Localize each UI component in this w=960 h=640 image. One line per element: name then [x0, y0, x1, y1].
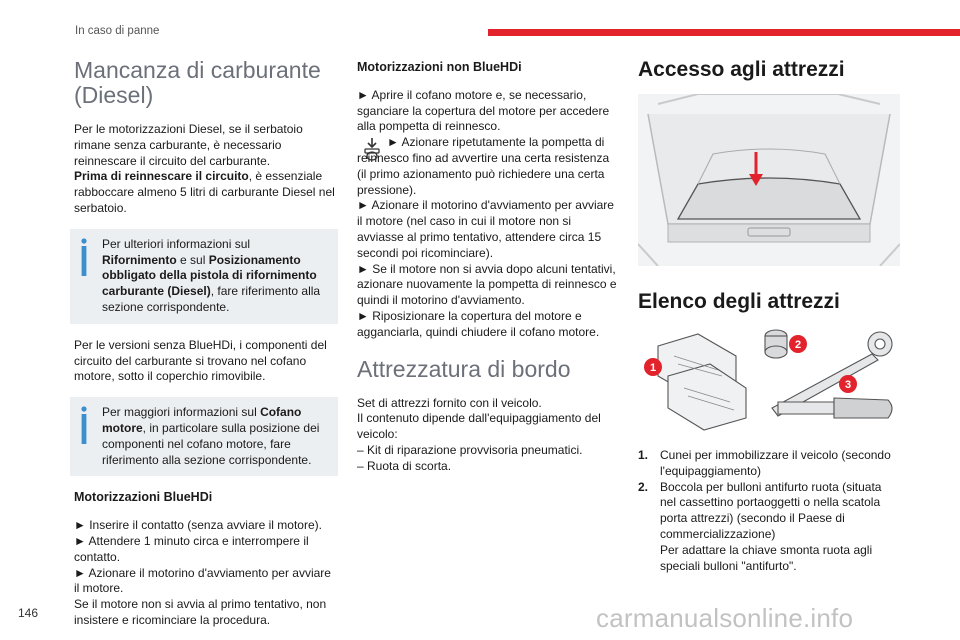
section-title-tool-list: Elenco degli attrezzi — [638, 290, 840, 313]
info-icon — [80, 406, 92, 446]
tools-dash-item: – Ruota di scorta. — [357, 458, 452, 473]
item-extra-text: Per adattare la chiave smonta ruota agli speciali bulloni "antifurto". — [660, 542, 873, 573]
callout-3: 3 — [844, 379, 852, 391]
step-pump: ► Azionare ripetutamente la pompetta di reinnesco fino ad avvertire una certa resistenza (il primo azionamento può richiedere una certa pressione). — [357, 135, 610, 197]
trunk-floor-image — [638, 94, 900, 266]
step: ► Aprire il cofano motore e, se necessario, sganciare la copertura del motore per accedere alla pompetta di reinnesco. — [357, 87, 610, 134]
step: ► Inserire il contatto (senza avviare il motore). — [74, 518, 322, 533]
info-text-2: Per maggiori informazioni sul Cofano motore, in particolare sulla posizione dei componenti nel cofano motore, fare riferimento alla sezione corrispondente. — [102, 405, 320, 467]
intro-paragraph: Per le motorizzazioni Diesel, se il serbatoio rimane senza carburante, è necessario reinnescare il circuito del carburante. — [74, 122, 303, 168]
pump-step — [357, 135, 619, 198]
subhead-non-bluehdi: Motorizzazioni non BlueHDi — [357, 60, 522, 74]
trunk-illustration — [638, 94, 900, 266]
section-title-tools: Attrezzatura di bordo — [357, 355, 571, 382]
warning-bold: Prima di reinnescare il circuito — [74, 169, 249, 184]
tools-illustration — [638, 326, 900, 436]
callout-2: 2 — [794, 339, 802, 351]
non-bluehdi-paragraph: Per le versioni senza BlueHDi, i componenti del circuito del carburante si trovano nel cofano motore, sotto il coperchio rimovibile. — [74, 337, 327, 384]
tools-image — [638, 326, 900, 436]
header-section-title: In caso di panne — [75, 25, 160, 37]
step: ► Azionare il motorino d'avviamento per avviare il motore (nel caso in cui il motore non si avviasse al primo tentativo, attendere circa 15 secondi poi ricominciare). — [357, 198, 614, 260]
info-box-refuelling — [70, 229, 338, 324]
title-line-2: (Diesel) — [74, 82, 154, 108]
header-accent-bar — [488, 29, 960, 36]
warning-rest: , è essenziale rabboccare almeno 5 litri di carburante Diesel nel serbatoio. — [74, 169, 335, 215]
step: ► Attendere 1 minuto circa e interrompere il contatto. — [74, 533, 309, 564]
tool-list-item — [638, 480, 900, 575]
watermark: carmanualsonline.info — [596, 603, 854, 633]
warning-paragraph — [74, 169, 338, 216]
title-line-1: Mancanza di carburante — [74, 57, 321, 83]
item-text: Cunei per immobilizzare il veicolo (secondo l'equipaggiamento) — [660, 448, 891, 478]
item-number: 2. — [638, 479, 649, 494]
item-text: Boccola per bulloni antifurto ruota (situata nel cassettino portaoggetti o nella scatola porta attrezzi) (secondo il Paese di commercializzazione) — [660, 479, 882, 541]
info-box-bonnet — [70, 397, 338, 476]
info-icon — [80, 238, 92, 278]
column-2 — [357, 60, 619, 475]
item-number: 1. — [638, 448, 649, 462]
column-1 — [74, 50, 338, 629]
tool-list-item — [638, 448, 900, 480]
step: ► Azionare il motorino d'avviamento per avviare il motore. — [74, 565, 331, 596]
page-number: 146 — [18, 606, 39, 620]
column-3 — [638, 50, 900, 574]
priming-pump-icon — [361, 137, 383, 161]
tools-dash-item: – Kit di riparazione provvisoria pneumatici. — [357, 442, 583, 457]
tools-intro: Set di attrezzi fornito con il veicolo. — [357, 395, 542, 410]
callout-1: 1 — [649, 362, 657, 374]
step-note: Se il motore non si avvia al primo tentativo, non insistere e ricominciare la procedura. — [74, 597, 327, 627]
section-title-access: Accesso agli attrezzi — [638, 58, 845, 81]
step: ► Se il motore non si avvia dopo alcuni tentativi, azionare nuovamente la pompetta di reinnesco e quindi il motorino d'avviamento. — [357, 261, 617, 308]
info-text-1: Per ulteriori informazioni sul Rifornimento e sul Posizionamento obbligato della pistola di rifornimento carburante (Diesel), fare riferimento alla sezione corrispondente. — [102, 236, 321, 314]
tools-content: Il contenuto dipende dall'equipaggiamento del veicolo: — [357, 411, 601, 442]
section-title-fuel — [74, 58, 338, 108]
step: ► Riposizionare la copertura del motore e agganciarla, quindi chiudere il cofano motore. — [357, 308, 600, 339]
subhead-bluehdi: Motorizzazioni BlueHDi — [74, 490, 213, 505]
